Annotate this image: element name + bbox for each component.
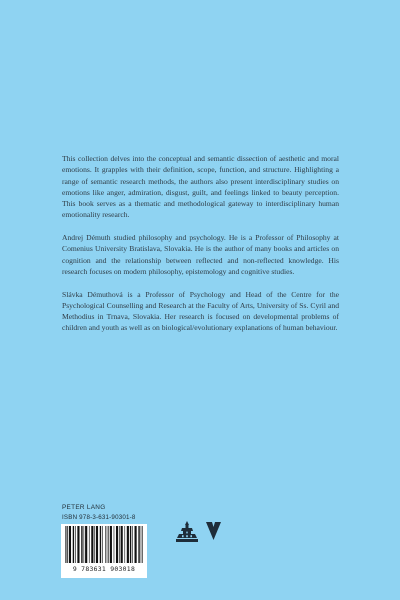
author-bio-slavka: Slávka Démuthová is a Professor of Psychology and Head of the Centre for the Psychological Counselling and Research at the Faculty of Arts, University of Ss. Cyril and Methodius in Trnava, Slovakia. Her research is focused on developmental problems of children and youth as well as on biological/evolutionary explanations of human behaviour. <box>62 289 339 333</box>
barcode-bar <box>65 526 66 563</box>
barcode-bar <box>107 526 108 563</box>
barcode-bar <box>105 526 106 563</box>
barcode-bar <box>116 526 118 563</box>
barcode-bar <box>135 526 137 563</box>
barcode-bar <box>85 526 87 563</box>
barcode-bar <box>100 526 101 563</box>
barcode-bar <box>102 526 103 563</box>
peter-lang-logo-icon <box>176 521 198 543</box>
barcode-bar <box>84 526 85 563</box>
publisher-name: PETER LANG <box>62 504 106 511</box>
barcode-bar <box>114 526 115 563</box>
barcode-bar <box>69 526 71 563</box>
author-bio-andrej: Andrej Démuth studied philosophy and psychology. He is a Professor of Philosophy at Comenius University Bratislava, Slovakia. He is the author of many books and articles on cognition and the relationship between reflected and non-reflected knowledge. His research focuses on modern philosophy, epistemology and cognitive studies. <box>62 233 339 276</box>
barcode-bar <box>119 526 120 563</box>
barcode-bar <box>138 526 139 563</box>
barcode-bar <box>67 526 68 563</box>
barcode-bar <box>73 526 74 563</box>
barcode-bar <box>75 526 76 563</box>
barcode-bar <box>96 526 98 563</box>
barcode-bar <box>142 526 143 563</box>
barcode-bar <box>91 526 93 563</box>
barcode-bar <box>67 526 68 563</box>
barcode-digits: 9 783631 903018 <box>72 565 136 573</box>
barcode-bar <box>141 526 142 563</box>
barcode <box>61 524 147 578</box>
barcode-bar <box>81 526 82 563</box>
barcode-bar <box>121 526 123 563</box>
book-description: This collection delves into the conceptual and semantic dissection of aesthetic and moral emotions. It grapples with their definition, scope, function, and structure. Highlighting a range of semantic research methods, the authors also present interdisciplinary studies on emotions like anger, admiration, disgust, guilt, and feelings linked to beauty perception. This book serves as a thematic and methodological gateway to interdisciplinary human emotionality research. <box>62 154 339 220</box>
barcode-bar <box>94 526 95 563</box>
barcode-bar <box>132 526 133 563</box>
barcode-bar <box>108 526 109 563</box>
barcode-bar <box>127 526 129 563</box>
barcode-bar <box>77 526 79 563</box>
barcode-bar <box>110 526 112 563</box>
isbn-text: ISBN 978-3-631-90301-8 <box>62 514 136 521</box>
barcode-bars <box>65 526 143 564</box>
barcode-bar <box>124 526 125 563</box>
barcode-bar <box>130 526 131 563</box>
barcode-bar <box>89 526 90 563</box>
v-mark-logo-icon <box>206 522 221 540</box>
blurb-text <box>62 153 339 345</box>
